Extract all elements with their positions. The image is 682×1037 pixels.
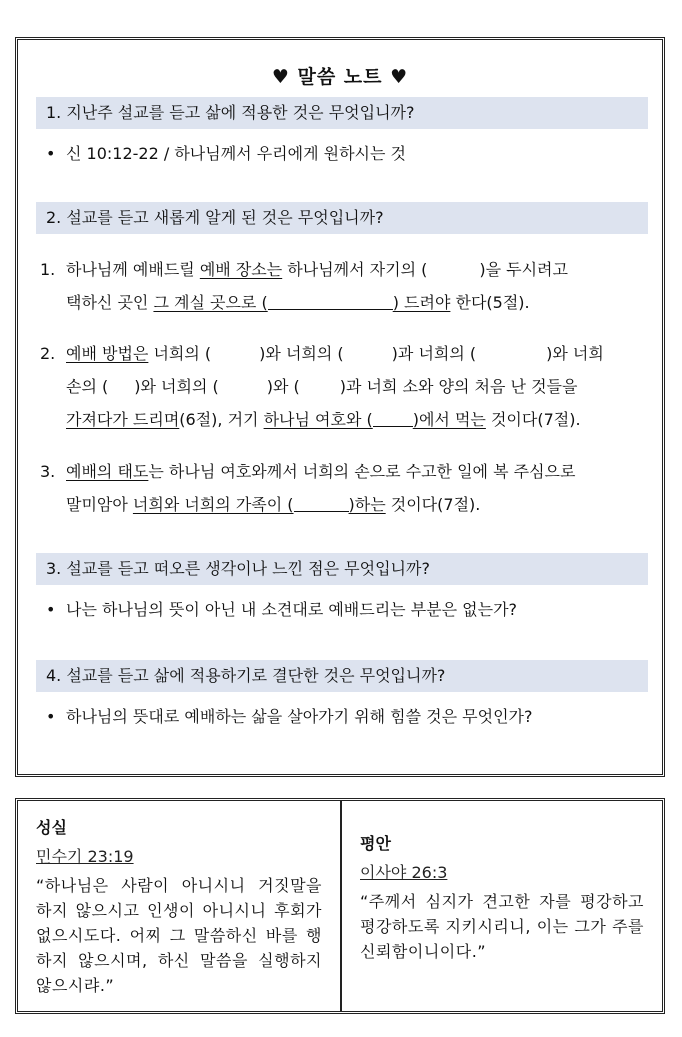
list-item-1: 1. 하나님께 예배드릴 예배 장소는 하나님께서 자기의 ( )을 두시려고 택하신 곳인 그 계실 곳으로 ( ) 드려야 한다(5절). (40, 260, 568, 312)
question-3: 3. 설교를 듣고 떠오른 생각이나 느낀 점은 무엇입니까? (36, 553, 648, 585)
sermon-note-box (15, 37, 665, 777)
list-item-3: 3. 예배의 태도는 하나님 여호와께서 너희의 손으로 수고한 일에 복 주심으로 말미암아 너희와 너희의 가족이 ( )하는 것이다(7절). (40, 462, 576, 514)
bullet-icon: • (46, 600, 56, 619)
blank (294, 493, 349, 512)
verse-card-peace (342, 801, 662, 1011)
verse-title: 평안 (360, 834, 391, 853)
answer-4: • 하나님의 뜻대로 예배하는 삶을 살아가기 위해 힘쓸 것은 무엇인가? (46, 705, 533, 729)
page-title: ♥ 말씀 노트 ♥ (271, 66, 409, 88)
verse-text: “주께서 심지가 견고한 자를 평강하고 평강하도록 지키시리니, 이는 그가 주를 신뢰함이니이다.” (360, 892, 644, 961)
verse-reference: 민수기 23:19 (36, 847, 134, 866)
question-1: 1. 지난주 설교를 듣고 삶에 적용한 것은 무엇입니까? (36, 97, 648, 129)
verse-card-faithfulness (18, 801, 342, 1011)
blank (373, 408, 413, 427)
verse-box (15, 798, 665, 1014)
question-4: 4. 설교를 듣고 삶에 적용하기로 결단한 것은 무엇입니까? (36, 660, 648, 692)
list-item-2: 2. 예배 방법은 너희의 ( )와 너희의 ( )과 너희의 ( )와 너희 손의 ( )와 너희의 ( )와 ( )과 너희 소와 양의 처음 난 것들을 가져다가 드리며(6절), 거기 하나님 여호와 ( )에서 먹는 것이다(7절). (40, 344, 604, 429)
verse-reference: 이사야 26:3 (360, 863, 448, 882)
verse-title: 성실 (36, 818, 67, 837)
question-2: 2. 설교를 듣고 새롭게 알게 된 것은 무엇입니까? (36, 202, 648, 234)
answer-1: • 신 10:12-22 / 하나님께서 우리에게 원하시는 것 (46, 142, 406, 166)
blank (268, 291, 393, 310)
verse-text: “하나님은 사람이 아니시니 거짓말을 하지 않으시고 인생이 아니시니 후회가 없으시도다. 어찌 그 말씀하신 바를 행하지 않으시며, 하신 말씀을 실행하지 않으시랴.” (36, 876, 322, 995)
answer-3: • 나는 하나님의 뜻이 아닌 내 소견대로 예배드리는 부분은 없는가? (46, 598, 517, 622)
bullet-icon: • (46, 144, 56, 163)
bullet-icon: • (46, 707, 56, 726)
